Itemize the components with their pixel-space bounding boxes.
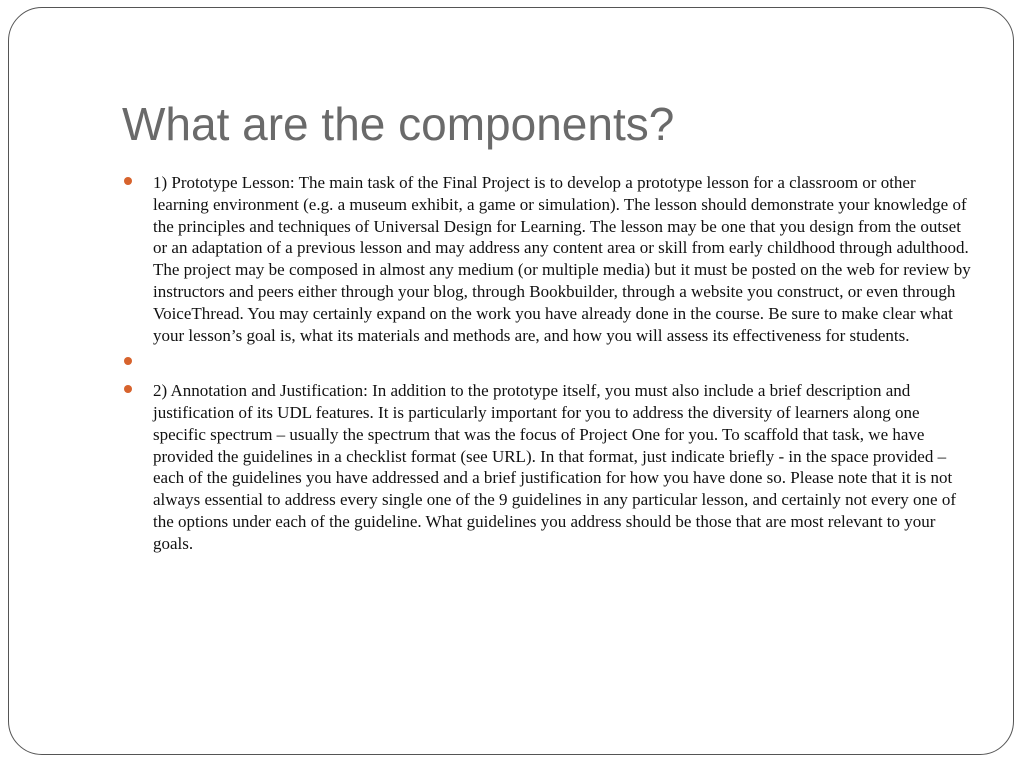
slide-title: What are the components? bbox=[122, 98, 675, 150]
bullet-text: 1) Prototype Lesson: The main task of the Final Project is to develop a prototype lesson for a classroom or other learning environment (e.g. a museum exhibit, a game or simulation). The lesson should demonstrate your knowledge of the principles and techniques of Universal Design for Learning. The lesson may be one that you design from the outset or an adaptation of a previous lesson and may address any content area or skill from early childhood through adulthood. The project may be composed in almost any medium (or multiple media) but it must be posted on the web for review by instructors and peers either through your blog, through Bookbuilder, through a website you construct, or even through VoiceThread. You may certainly expand on the work you have already done in the course. Be sure to make clear what your lesson’s goal is, what its materials and methods are, and how you will assess its effectiveness for students. bbox=[153, 173, 971, 345]
bullet-dot-icon bbox=[124, 357, 132, 365]
bullet-item-prototype-lesson bbox=[122, 172, 972, 346]
slide-frame bbox=[8, 7, 1014, 755]
bullet-text: 2) Annotation and Justification: In addition to the prototype itself, you must also include a brief description and justification of its UDL features. It is particularly important for you to address the diversity of learners along one specific spectrum – usually the spectrum that was the focus of Project One for you. To scaffold that task, we have provided the guidelines in a checklist format (see URL). In that format, just indicate briefly - in the space provided – each of the guidelines you have addressed and a brief justification for how you have done so. Please note that it is not always essential to address every single one of the 9 guidelines in any particular lesson, and certainly not every one of the options under each of the guideline. What guidelines you address should be those that are most relevant to your goals. bbox=[153, 381, 957, 553]
bullet-item-empty bbox=[122, 352, 972, 374]
bullet-dot-icon bbox=[124, 385, 132, 393]
bullet-dot-icon bbox=[124, 177, 132, 185]
bullet-item-annotation-justification bbox=[122, 380, 972, 554]
bullet-list bbox=[122, 172, 972, 555]
